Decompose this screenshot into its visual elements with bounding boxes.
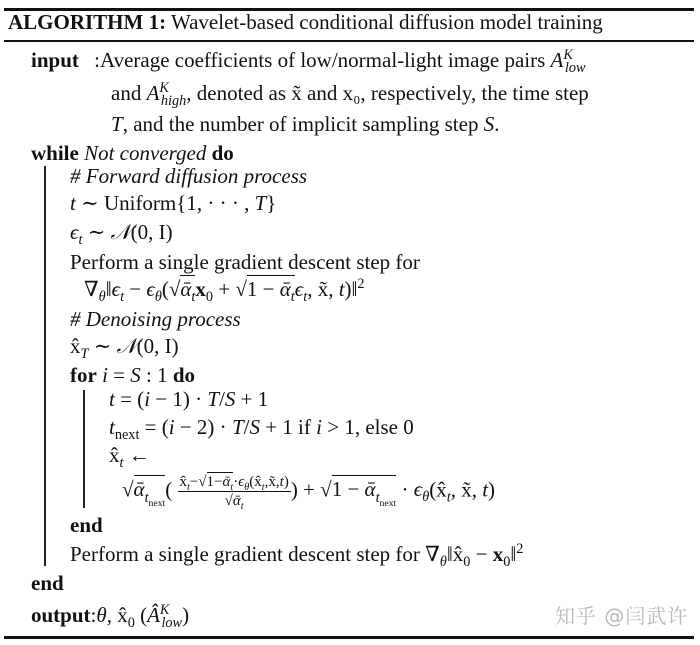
perform-line-1: Perform a single gradient descent step for [70,250,420,274]
input-line-1: input :Average coefficients of low/normal-light image pairs $A^K_{low}$ [31,47,586,77]
for-block-bar [83,390,85,508]
input-keyword: input [31,48,79,72]
update-expression: √ᾱ$_{t_{next}}$( $\frac{x̂_t-√1-ᾱ_t\cdot\epsilon_\theta(x̂_t,x̃,t)}{√ᾱ_t}$ ) + √1 − ᾱ$_{t_{next}}$ · $\epsilon_\theta(x̂_t$, x̃, t) [122,474,496,512]
comment-forward: # Forward diffusion process [70,164,308,188]
tnext-assign: $t_{next} = (i - 2) \cdot T/S + 1$ if i > 1, else 0 [109,415,414,444]
for-line: for i = S : 1 do [70,363,196,387]
while-block-bar [44,166,46,566]
math-A-low: $A^K_{low}$ [550,47,586,77]
fraction: $\frac{x̂_t-√1-ᾱ_t\cdot\epsilon_\theta(x̂_t,x̃,t)}{√ᾱ_t}$ [179,474,289,512]
caption-rule [4,40,694,42]
xT-sample: $x̂_T$ ∼ 𝒩(0, I) [70,334,179,363]
algorithm-label: ALGORITHM 1: [8,10,167,34]
xt-assign: $x̂_t$ ← [109,443,150,472]
eps-sample: $\epsilon_t$ ∼ 𝒩(0, I) [70,220,173,249]
algorithm-title: Wavelet-based conditional diffusion model training [170,10,603,34]
perform-line-2: Perform a single gradient descent step for $\nabla_\theta‖x̂_0$ − $x_0‖^2$ [70,541,524,571]
grad-expr-1: $\nabla_\theta‖\epsilon_t$ − $\epsilon_\theta(√ᾱ_tx_0 + √1$ − $ᾱ_t\epsilon_t$, x̃, t)‖$^2$ [84,276,365,306]
input-line-3: T, and the number of implicit sampling step S. [111,112,500,136]
t-assign: t = (i − 1) · T/S + 1 [109,387,269,411]
comment-denoise: # Denoising process [70,307,241,331]
watermark: 知乎 @闫武许 [555,604,689,628]
end-while: end [31,571,64,595]
math-A-high: $A^K_{high}$ [146,80,187,110]
while-line: while Not converged do [31,141,234,165]
output-line: output:θ, $x̂_0$ $(Â^K_{low})$ [31,602,190,632]
algorithm-caption [8,9,603,35]
end-for: end [70,513,103,537]
t-sample: t ∼ Uniform{1, · · · , T} [70,191,277,215]
bottom-rule [4,636,694,639]
input-line-2: and $A^K_{high}$, denoted as x̃ and x₀, respectively, the time step [111,80,589,110]
input-text-1: Average coefficients of low/normal-light image pairs [99,48,546,72]
